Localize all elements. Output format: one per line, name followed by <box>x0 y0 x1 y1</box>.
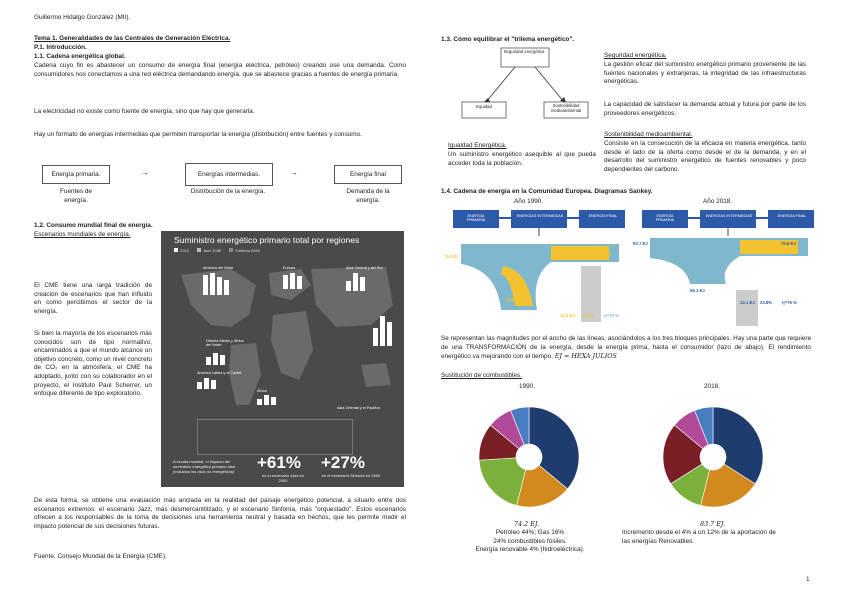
trilemma-left: Equidad <box>476 104 492 109</box>
bars-north-america <box>203 273 229 295</box>
scenarios-para-2: Si bien la mayoría de los escenarios más conocidos son de tipo normativo, encaminados a que el mundo alcance un objetivo concreto, como un nivel concreto de CO₂ en la atmósfera, el CME ha adoptado, junto con su colaborador en el proyecto, el Instituto Paul Scherrer, un enfoque diferente de tipo exploratorio. <box>34 330 152 398</box>
sankey-2018-year: Año 2018. <box>703 198 733 205</box>
sankey-1990-v3: 53.8 EJ <box>506 297 521 302</box>
region-africa: África <box>257 389 267 393</box>
sankey-2018-v5: 23.8% <box>760 300 773 305</box>
region-latin-america: América Latina y el Caribe <box>197 371 242 375</box>
pie-1990-total: 74.2 EJ. <box>514 520 540 528</box>
security-heading: Seguridad energética. <box>604 52 667 59</box>
arrow-right-icon-2: → <box>290 168 298 177</box>
pie-2018-total: 83.7 EJ. <box>700 520 726 528</box>
equity-paragraph: Un suministro energético asequible al que pueda acceder toda la población. <box>448 151 596 167</box>
sankey-1990-h2: ENERGÍAS INTERMEDIAS <box>516 214 564 218</box>
pie-1990-caption-line-2: 24% combustibles fósiles. <box>493 537 567 545</box>
source-note: Fuente, Consejo Mundial de la Energía (CME). <box>34 553 167 560</box>
section-1-3-heading: 1.3. Cómo equilibrar el "trilema energético". <box>441 36 575 43</box>
sankey-2018-v4: 13.1 EJ <box>740 300 755 305</box>
bars-east-asia <box>373 316 392 346</box>
caption-distribution: Distribución de la energía. <box>190 188 266 195</box>
sankey-2018-v6: η=76 % <box>782 300 797 305</box>
pie-1990-caption-line-1: Petróleo 44%; Gas 16% <box>495 529 565 536</box>
sustainability-paragraph: Consiste en la consecución de la eficacia en materia energética, tanto desde el lado de la oferta como desde el de la demanda, y en el desarrollo del suministro energético de fuentes renovables y poco dependientes del carbono. <box>604 140 806 173</box>
pie-2018-caption-line-2: las energías Renovables. <box>622 537 695 545</box>
box-intermediate-energy: Energías intermedias. <box>185 163 273 186</box>
legend-jazz: Jazz 2050 <box>197 248 221 253</box>
pie-2018-caption <box>622 529 818 546</box>
legend-2010: 2010 <box>174 248 189 253</box>
pie-2018-year: 2018. <box>704 383 720 390</box>
section-p1-heading: P.1. Introducción. <box>34 44 87 51</box>
equity-heading: Igualdad Energética. <box>448 142 507 149</box>
sankey-1990-diagram <box>441 206 628 330</box>
section-1-2-heading: 1.2. Consumo mundial final de energía. <box>34 222 153 229</box>
stat-jazz-value: +61% <box>257 453 301 472</box>
legend-sinfonia: Sinfonía 2050 <box>229 248 260 253</box>
sankey-2018-v2: 70.6 EJ <box>781 241 796 246</box>
sankey-2018-diagram <box>630 206 817 330</box>
arrow-right-icon: → <box>141 168 149 177</box>
infographic-note: A escala mundial, el impacto del suministro energético primario total (incluidos los usos no energéticos) <box>173 459 236 474</box>
caption-sources: Fuentes de energía. <box>60 188 92 204</box>
security-paragraph-1: La gestión eficaz del suministro energético primario proveniente de las fuentes nacionales y extranjeras, la integridad de las infraestructuras energéticas. <box>604 61 806 86</box>
sankey-2018-v1: 83.7 EJ <box>633 241 648 246</box>
fuel-substitution-heading: Sustitución de combustibles. <box>441 372 522 379</box>
stat-jazz-label: en el escenario Jazz en 2050 <box>261 473 305 483</box>
box-primary-energy: Energía primaria. <box>42 165 110 184</box>
bars-latin-america <box>197 378 216 389</box>
pie-1990-caption-line-3: Energía renovable 4% (hidroeléctrica). <box>475 546 585 554</box>
sankey-1990-v1: 74.2 EJ <box>444 254 459 259</box>
paragraph-scenarios-conclusion: De esta forma, se obtiene una evaluación más anclada en la realidad del paisaje energético potencial, a situarlo entre dos escenarios extremos: el escenario Jazz, más desmercantilizado, y el escenario Sinfonía, más "orquestado". Estos escenarios ofrecen a los responsables de la toma de decisiones una herramienta neutral y basada en hechos, que les permite medir el impacto potencial de sus decisiones futuras. <box>34 497 406 530</box>
security-paragraph-2: La capacidad de satisfacer la demanda actual y futura por parte de los proveedores energéticos. <box>604 101 806 117</box>
caption-demand: Demanda de la energía. <box>346 188 390 204</box>
sankey-1990-h1: ENERGÍA PRIMARIA <box>466 214 486 222</box>
infographic-title: Suministro energético primario total por regiones <box>174 235 360 245</box>
trilemma-top: Seguridad energética <box>503 49 545 54</box>
region-east-asia: Asia Oriental y el Pacífico <box>337 406 381 410</box>
sankey-1990-year: Año 1990. <box>514 198 544 205</box>
sankey-explanation <box>441 335 811 362</box>
sankey-2018-h3: ENERGÍA FINAL <box>777 214 807 218</box>
stat-sinfonia-value: +27% <box>321 453 365 472</box>
bars-europe <box>283 273 302 289</box>
section-1-4-heading: 1.4. Cadena de energía en la Comunidad Europea. Diagramas Sankey. <box>441 188 653 195</box>
sankey-1990-v5: 27.1% <box>582 313 595 318</box>
world-energy-infographic <box>161 231 404 487</box>
bars-africa <box>257 395 276 405</box>
sankey-formula: EJ = HEXA JULIOS <box>554 352 617 361</box>
box-final-energy: Energía final <box>334 165 402 184</box>
paragraph-intermediate: Hay un formato de energías intermedias que permiten transportar la energía (distribución) entre fuentes y consumo. <box>34 131 362 138</box>
bars-central-south-asia <box>346 273 365 291</box>
pie-1990-caption <box>470 529 590 555</box>
region-north-america: América del Norte <box>203 266 234 270</box>
stat-sinfonia-label: en el escenario Sinfonía en 2050 <box>321 473 381 478</box>
region-middle-east: Oriente Medio y África del Norte <box>206 339 244 347</box>
scenarios-para-1: El CME tiene una larga tradición de creación de escenarios que han influido en como percibimos el sector de la energía. <box>34 282 152 315</box>
pie-1990-chart <box>474 402 584 512</box>
region-central-south-asia: Asia Central y del Sur <box>346 266 383 270</box>
pie-2018-chart <box>658 402 768 512</box>
sankey-explanation-text: Se representan las magnitudes por el ancho de las líneas, asociándolos a los tres bloques principales. Hay una parte que requiere de una TRANSFORMACIÓN de la energía, desde la energía prima, hasta el consumidor (lazo de abajo). El rendimiento energético va mejorando con el tiempo. <box>441 335 811 361</box>
bars-middle-east <box>206 353 225 365</box>
trilemma-diagram <box>460 46 590 126</box>
topic-title: Tema 1. Generalidades de las Centrales de Generación Eléctrica. <box>34 35 231 42</box>
section-1-1-heading: 1.1. Cadena energética global. <box>34 53 126 60</box>
sustainability-heading: Sostenibilidad medioambiental. <box>604 131 693 138</box>
paragraph-electricity: La electricidad no existe como fuente de energía, sino que hay que generarla. <box>34 108 255 115</box>
infographic-note-box <box>197 419 353 455</box>
sankey-1990-v6: η=73 % <box>604 313 619 318</box>
paragraph-intro: Cadena cuyo fin es abastecer un consumo de energía final (energía eléctrica, petróleo) creando ose una demanda. Como consumidores nos conectamos a una red eléctrica demandando energía, que se abastece gracias a fuentes de energía primaria. <box>34 62 406 78</box>
region-europe: Europa <box>283 266 296 270</box>
infographic-legend <box>174 248 260 253</box>
sankey-1990-v2: 55.7 EJ <box>596 252 611 257</box>
scenarios-heading: Escenarios mundiales de energía. <box>34 231 131 238</box>
sankey-1990-v4: 14.3 EJ <box>560 313 575 318</box>
page-number: 1 <box>806 576 810 583</box>
sankey-2018-h2: ENERGÍAS INTERMEDIAS <box>705 214 753 218</box>
pie-2018-caption-line-1: Incremento desde el 4% a un 12% de la aportación de <box>622 529 776 536</box>
sankey-2018-v3: 55.1 EJ <box>690 288 705 293</box>
sankey-1990-h3: ENERGÍA FINAL <box>588 214 618 218</box>
sankey-2018-h1: ENERGÍA PRIMARIA <box>655 214 675 222</box>
pie-1990-year: 1990. <box>519 383 535 390</box>
trilemma-right: Sostenibilidad medioambiental <box>550 103 582 113</box>
author-header: Guillermo Hidalgo González (MII). <box>34 14 131 21</box>
